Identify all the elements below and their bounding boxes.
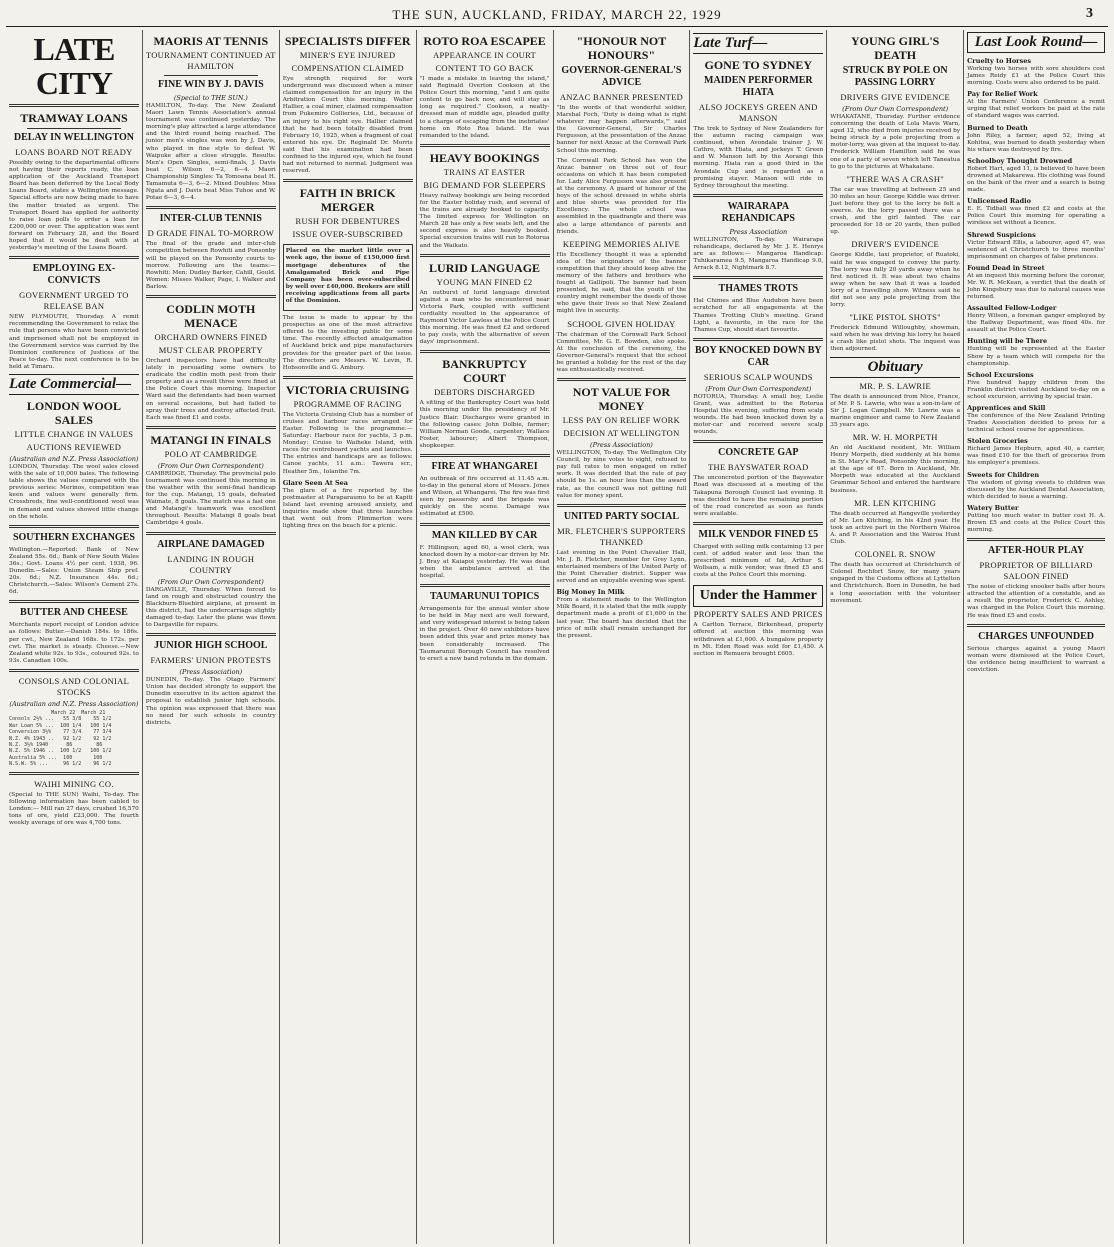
- list-item-heading: Pay for Relief Work: [967, 90, 1038, 99]
- headline: CODLIN MOTH MENACE: [166, 301, 256, 330]
- article-body: Orchard inspectors have had difficulty lately in persuading some owners to eradicate the codlin moth pest from their property and as a result three were fined at the Police Court this morning. Inspector Ward said the defendants had been warned on several occasions, but had failed to spray their trees and destroy affected fruit. Each was fined £1 and costs.: [145, 357, 276, 421]
- subheadline: DRIVERS GIVE EVIDENCE: [840, 92, 951, 102]
- headline: CONCRETE GAP: [718, 447, 799, 459]
- article-body: The issue is made to appear by the prospectus as one of the most attractive offered to the investing public for some time. The recently effected amalgamation of Auckland brick and pipe manufacturers provides for the greater part of the issue. The directors are Messrs. W. Levin, R. Hobsonville and G. Ambury.: [282, 315, 413, 371]
- article-body: From a statement made to the Wellington Milk Board, it is stated that the milk supply department made a profit of £1,600 in the last year. The board has decided that the price of milk shall remain unchanged for the present.: [556, 597, 687, 639]
- subheadline: TRAINS AT EASTER: [443, 166, 526, 177]
- article-body: Last evening in the Point Chevalier Hall, Mr. J. B. Fletcher, member for Grey Lynn, entertained members of the United Party of the Point Chevalier district. Supper was served and an enjoyable evening was spent.: [556, 549, 687, 585]
- headline: CONSOLS AND COLONIAL STOCKS: [18, 675, 130, 697]
- subheadline: SERIOUS SCALP WOUNDS: [703, 371, 813, 382]
- column-4: [417, 30, 554, 1244]
- subheadline: DRIVER'S EVIDENCE: [851, 239, 939, 250]
- column-3: [280, 30, 417, 1244]
- article-body: Wellington.—Reported: Bank of New Zealand 55s. 6d.; Bank of New South Wales 36s.; Govt. Loans 4½ per cent. 1938, 96. Dunedin.—Sales: Union Steam Ship pref. 20s. 6d.; N.Z. Insurance 44s. 6d.; Christchurch.—Sales: Wilson's Cement 27s. 6d.: [9, 546, 139, 596]
- headline: JUNIOR HIGH SCHOOL: [154, 640, 268, 652]
- subheadline: MUST CLEAR PROPERTY: [158, 344, 263, 355]
- headline: HEAVY BOOKINGS: [429, 150, 540, 165]
- article-body: ROTORUA, Thursday. A small boy, Leslie Grant, was admitted to the Rotorua Hospital this evening, suffering from scalp wounds. He had been knocked down by a motor-car and received severe scalp wounds.: [693, 393, 824, 436]
- subheadline: LOANS BOARD NOT READY: [15, 147, 133, 157]
- subheadline: ANZAC BANNER PRESENTED: [559, 92, 684, 102]
- article-box: Placed on the market little over a week ago, the issue of £150,000 first mortgage debentures of the Amalgamated Brick and Pipe Company has been over-subscribed by well over £40,000. Brokers are still receiving applications from all parts of the Dominion.: [285, 248, 410, 304]
- obituary-name: MR. W. H. MORPETH: [852, 432, 938, 442]
- subheadline: ALSO JOCKEYS GREEN AND MANSON: [698, 102, 818, 123]
- list-item-heading: Apprentices and Skill: [967, 404, 1046, 412]
- headline: LONDON WOOL SALES: [26, 398, 121, 427]
- article-body: The car was travelling at between 25 and 30 miles an hour. George Kiddle was driver. Just before they got to the lorry he felt a swerve. As the lorry passed there was a crash, and the girl fainted. The car proceeded for 18 or 20 yards, then pulled up.: [830, 186, 961, 236]
- list-item-heading: Assaulted Fellow-Lodger: [967, 304, 1057, 313]
- subheadline: THE BAYSWATER ROAD: [708, 462, 809, 473]
- article-body: NEW PLYMOUTH, Thursday. A remit recommending the Government to relax the rule that persons who have been convicted and imprisoned shall not be employed in the Government service was carried by the Dominion conference of Justices of the Peace to-day. The next conference is to be held at Timaru.: [9, 314, 139, 370]
- subheadline: D GRADE FINAL TO-MORROW: [147, 228, 275, 239]
- subheadline: PROPERTY SALES AND PRICES: [693, 609, 823, 620]
- headline: GONE TO SYDNEY: [704, 58, 813, 72]
- article-body: Arrangements for the annual winter show to be held in May next are well forward, and very widespread interest is being taken in the project. Over 40 new exhibitors have been added this year and prize money has been considerably increased. The Taumarunui Borough Council has resolved to erect a new band rotunda in the domain.: [419, 606, 550, 662]
- article-body: A Carlton Terrace, Birkenhead, property offered at auction this morning was withdrawn at £1,600. A bungalow property in Mt. Eden Road was sold for £1,450. A section in Remuera brought £605.: [693, 622, 824, 657]
- list-item-body: Robert Hart, aged 11, is believed to have been drowned at Makarewa. His clothing was found on the bank of the river and a search is being made.: [967, 165, 1105, 194]
- subheadline: POLO AT CAMBRIDGE: [164, 448, 257, 459]
- headline: NOT VALUE FOR MONEY: [572, 385, 671, 414]
- list-item-body: Hunting will be represented at the Easter Show by a team which will compete for the championship.: [967, 346, 1105, 367]
- headline: MILK VENDOR FINED £5: [698, 528, 819, 540]
- article-body: The noise of clicking snooker balls after hours attracted the attention of a constable, and as a result the proprietor, Frederick C. Ashley, was charged in the Police Court this morning. He was fined £5 and costs.: [967, 584, 1105, 619]
- byline: (Australian and N.Z. Press Association): [9, 699, 139, 708]
- list-item-body: Putting too much water in butter cost H. A. Brown £5 and costs at the Police Court this morning.: [967, 512, 1105, 534]
- list-item-body: The wisdom of giving sweets to children was discussed by the Auckland Dental Association, which decided to issue a warning.: [967, 479, 1105, 500]
- article-body: (Special to THE SUN) Waihi, To-day. The following information has been cabled to London:— Mill ran 27 days, crushed 16,570 tons of ore, yield £23,000. The fourth weekly average of ore was 4,700 tons.: [9, 791, 139, 826]
- headline: EMPLOYING EX-CONVICTS: [32, 263, 116, 287]
- subheadline: APPEARANCE IN COURT: [433, 50, 537, 60]
- headline: THAMES TROTS: [718, 283, 799, 295]
- subheadline: AUCTIONS REVIEWED: [26, 441, 122, 452]
- article-body: The death occurred at Rangeville yesterday of Mr. Len Kitching, in his 42nd year. He took an active part in the Northern Wairoa A. and P. Association and the Wairoa Hunt Club.: [830, 510, 961, 546]
- list-item-body: E. E. Tidball was fined £2 and costs at the Police Court this morning for operating a wireless set without a licence.: [967, 206, 1105, 227]
- headline: UNITED PARTY SOCIAL: [563, 510, 680, 522]
- headline: MATANGI IN FINALS: [150, 432, 272, 447]
- list-item-body: Five hundred happy children from the Franklin district visited Auckland to-day on a school excursion, arriving by special train.: [967, 379, 1105, 400]
- article-body: The death has occurred at Christchurch of Colonel Rochfort Snow, for many years engaged in the Customs offices at Lyttelton and Christchurch. Born in Dunedin, he had a long association with the volunteer movement.: [830, 562, 961, 604]
- column-5: [554, 30, 691, 1244]
- article-body: George Kiddle, taxi proprietor, of Ruatoki, said he was engaged to convey the party. The lorry was fully 20 yards away when he first noticed it. It was about two chains away when he saw that it was a loaded lorry of a travelling show. Witness said he did not see any pole projecting from the lorry.: [830, 252, 961, 309]
- subheadline: FINE WIN BY J. DAVIS: [157, 79, 264, 90]
- list-item-body: John Riley, a farmer, aged 52, living at Kohitea, was burned to death yesterday when his whare was destroyed by fire.: [967, 132, 1105, 153]
- subheadline: DECISION AT WELLINGTON: [563, 428, 680, 439]
- list-item-heading: Stolen Groceries: [967, 437, 1028, 446]
- section-header: Obituary: [830, 357, 960, 378]
- headline: TRAMWAY LOANS: [20, 111, 128, 125]
- page-number: 3: [1086, 6, 1094, 21]
- subheadline: YOUNG MAN FINED £2: [436, 276, 533, 287]
- article-body: An old Auckland resident, Mr. William Henry Morpeth, died suddenly at his home in St. Mary's Road, Ponsonby this morning, at the age of 67. Born in Auckland, Mr. Morpeth was educated at the Auckland Grammar School and entered the hardware business.: [830, 445, 961, 494]
- column-2: [143, 30, 280, 1244]
- headline: AFTER-HOUR PLAY: [988, 545, 1085, 557]
- article-body: The chairman of the Cornwall Park School Committee, Mr. G. E. Bowden, also spoke. At the conclusion of the ceremony, the Governor-General's request that the school be granted a holiday for the rest of the day was enthusiastically received.: [556, 331, 687, 373]
- subheadline: GOVERNOR-GENERAL'S ADVICE: [561, 65, 682, 88]
- subheadline: PROPRIETOR OF BILLIARD SALOON FINED: [979, 560, 1093, 582]
- headline: SOUTHERN EXCHANGES: [12, 531, 135, 543]
- headline: BOY KNOCKED DOWN BY CAR: [695, 344, 822, 368]
- article-body: CAMBRIDGE, Thursday. The provincial polo tournament was continued this morning in the weather with the semi-final handicap for the cup. Matangi, 15 goals, defeated Waimate, 8 goals. The match was a fast one and Matangi's teamwork was excellent throughout. Results: Matangi 8 goals beat Cambridge 4 goals.: [145, 470, 276, 527]
- subheadline: LESS PAY ON RELIEF WORK: [562, 415, 681, 426]
- column-1: [6, 30, 143, 1244]
- subheadline: MR. FLETCHER'S SUPPORTERS THANKED: [557, 525, 686, 547]
- article-body: Charged with selling milk containing 13 per cent. of added water and less than the prescribed minimum of fat, Arthur S. Wollsam, a milk vendor, was fined £5 and costs at the Police Court this morning.: [693, 543, 824, 579]
- article-body: F. Hillingson, aged 60, a wool clerk, was knocked down by a motor-car driven by Mr. J. Bray at Kaiapoi yesterday. He was dead when the ambulance arrived at the hospital.: [419, 544, 550, 579]
- column-6: [690, 30, 827, 1244]
- subheadline: ORCHARD OWNERS FINED: [154, 331, 268, 342]
- headline: "HONOUR NOT HONOURS": [576, 34, 667, 62]
- headline: MAN KILLED BY CAR: [431, 529, 538, 541]
- byline: (From Our Own Correspondent): [842, 105, 949, 113]
- headline: BUTTER AND CHEESE: [20, 607, 128, 619]
- article-body: The glare of a fire reported by the postmaster at Paraparaumu to be at Kapiti Island last evening aroused anxiety, and inquiries made show that three launches that went out from Plimmerton were lighting fires on the beach for a picnic.: [282, 487, 413, 530]
- article-body: Merchants report receipt of London advice as follows: Butter.—Danish 184s. to 186s. per cwt., New Zealand 168s. to 172s. per cwt. The market is steady. Cheese.—New Zealand white 92s. to 93s., coloured 92s. to 93s. Canadian 100s.: [9, 622, 139, 664]
- byline: Press Association: [729, 227, 788, 236]
- list-item-body: Working two horses with sore shoulders cost James Reidy £1 at the Police Court this morning. Costs were also ordered to be paid.: [967, 66, 1105, 87]
- headline: CHARGES UNFOUNDED: [978, 630, 1094, 642]
- subheadline: LITTLE CHANGE IN VALUES: [14, 428, 134, 439]
- list-item-body: Henry Wilson, a foreman ganger employed by the Railway Department, was fined 40s. for assault at the Police Court.: [967, 313, 1105, 334]
- late-city-title: LATE CITY: [33, 31, 115, 101]
- subheadline: DEBTORS DISCHARGED: [434, 387, 535, 398]
- subheadline: SCHOOL GIVEN HOLIDAY: [567, 318, 676, 329]
- headline: WAIRARAPA REHANDICAPS: [721, 200, 795, 224]
- headline: WAIHI MINING CO.: [34, 778, 114, 789]
- article-body: LONDON, Thursday. The wool sales closed with the sale of 10,000 bales. The following table shows the values compared with the previous series: Merinos, competition was keen and values were generally firm. Crossbreds, fine well-conditioned wool was in demand and values showed little change on the whole.: [9, 463, 139, 520]
- last-look-list: [967, 57, 1105, 534]
- obituary-name: COLONEL R. SNOW: [854, 549, 936, 560]
- subheadline: MAIDEN PERFORMER HIATA: [704, 75, 813, 98]
- article-body: DARGAVILLE, Thursday. When forced to land on rough and obstructed country the Blackburn-Bluebird airplane, at present in this district, had the undercarriage slightly damaged to-day. Later the plane was flown to Dargaville for repairs.: [145, 586, 276, 629]
- article-body: The death is announced from Nice, France, of Mr. P. S. Lawrie, who was a son-in-law of Sir J. Logan Campbell. Mr. Lawrie was a marine engineer and came to New Zealand 35 years ago.: [830, 393, 961, 428]
- article-body: Frederick Edmund Willoughby, showman, said when he was driving his lorry he heard a crash like pistol shots. The inquest was then adjourned.: [830, 325, 961, 353]
- list-item-body: At an inquest this morning before the coroner, Mr. W. R. McKean, a verdict that the death of John Kingsbury was due to natural causes was returned.: [967, 272, 1105, 301]
- byline: (Press Association): [179, 668, 243, 677]
- article-body: WELLINGTON, To-day. The Wellington City Council, by nine votes to eight, refused to pay full rates to men engaged on relief work. It was decided that the rate of pay should be 1s. an hour less than the award rate, as the council was not getting full value for money spent.: [556, 450, 687, 499]
- article-body: An outburst of lurid language directed against a man who he encountered near Victoria Park, coupled with sufficient cordiality resulted in the appearance of Raymond Victor Lawless at the Police Court this morning. He was fined £2 and ordered to pay costs, with the alternative of seven days' imprisonment.: [419, 289, 550, 346]
- article-body: Serious charges against a young Maori woman were dismissed at the Police Court, the evidence being insufficient to warrant a conviction.: [967, 645, 1105, 673]
- article-body: Hal Chimes and Blue Audubon have been scratched for all engagements at the Thames Trotting Club's meeting. Grand Light, a favourite, in the race for the Thames Cup, should start favourite.: [693, 298, 824, 333]
- subheadline: DELAY IN WELLINGTON: [13, 132, 134, 143]
- headline: MAORIS AT TENNIS: [153, 34, 269, 48]
- headline: ROTO ROA ESCAPEE: [423, 34, 546, 48]
- article-body: WHAKATANE, Thursday. Further evidence concerning the death of Lola Mavis Warn, aged 12, who died from injuries received by being struck by a pole projecting from a motor-lorry, was given at the inquest to-day. Frederick William Hamilton said he was one of a party of seven which left Taneatua to go to the pictures at Whakatane.: [830, 114, 961, 170]
- byline: (Special to THE SUN.): [173, 94, 248, 102]
- byline: (From Our Own Correspondent): [157, 577, 264, 586]
- article-body: Possibly owing to the departmental officers not having their reports ready, the loan application of the Auckland Transport Board has been deferred by the Local Body Loans Board, states a Wellington message. Special efforts are now being made to have the matter treated as urgent. The Transport Board has applied for authority to raise loan polls to order a loan for £200,000 or over. The application was sent forward on February 28, and the Board hoped that it would be dealt with at yesterday's meeting of the Loans Board.: [9, 160, 139, 252]
- list-item-body: Victor Edward Ellis, a labourer, aged 47, was sentenced at Christchurch to three months' imprisonment on charges of false pretences.: [967, 239, 1105, 260]
- list-item-heading: Hunting will be There: [967, 337, 1048, 346]
- obituary-name: MR. LEN KITCHING: [854, 497, 937, 508]
- article-body: "In the words of that wonderful soldier, Marshal Foch, 'Duty is doing what is right whatever may happen afterwards,'" said the Governor-General, Sir Charles Fergusson, at the presentation of the Anzac banner for next Anzac at the Cornwall Park School this morning.: [556, 105, 687, 154]
- article-body: A sitting of the Bankruptcy Court was held this morning under the presidency of Mr. Justice Blair. Discharges were granted in the following cases: John Dolbie, farmer; William Norman Goode, carpenter; Wallace Foster, labourer; Albert Thompson, shopkeeper.: [419, 400, 550, 449]
- obituary-name: MR. P. S. LAWRIE: [859, 380, 932, 391]
- article-body: His Excellency thought it was a splendid idea of the originators of the banner competition that they should keep alive the memory of the fathers and brothers who fought at Gallipoli. The banner had been presented, he said, that the youth of the country might remember the deeds of those who gave their lives so that New Zealand might live in security.: [556, 251, 687, 315]
- article-body: The trek to Sydney of New Zealanders for the autumn racing campaign was continued, when Avondale trainer J. W. Cathro, with Hiata, and jockeys T. Green and W. Manson left by the Aorangi this morning. Hiata ran a good third in the Avondale Cup and is regarded as a promising stayer. Manson will ride in Sydney throughout the meeting.: [693, 126, 824, 189]
- byline: (Australian and N.Z. Press Association): [9, 454, 139, 463]
- list-item-body: The conference of the New Zealand Printing Trades Association decided to press for a technical school course for apprentices.: [967, 413, 1105, 434]
- article-body: The final of the grade and inter-club competition between Rowhiti and Ponsonby will be played on the Ponsonby courts to-morrow. Following are the teams:— Rowhiti: Men: Dudley Barker, Cahill, Gould. Women: Misses Walker, Page, I. Walker and Barlow.: [145, 241, 276, 290]
- masthead-text: THE SUN, AUCKLAND, FRIDAY, MARCH 22, 1929: [392, 7, 722, 22]
- subheadline: "LIKE PISTOL SHOTS": [849, 312, 941, 323]
- last-look-title: Last Look Round—: [967, 32, 1105, 53]
- masthead: [6, 4, 1108, 27]
- headline: VICTORIA CRUISING: [285, 382, 410, 397]
- article-body: Eye strength required for work underground was discussed when a miner claimed compensation for an injury in the Arbitration Court this morning. Walter Hallier, a coal miner, claimed compensation from Pukemiro Collieries, Ltd., because of an injury to his right eye. Hallier claimed that he had been totally disabled from February 10, 1925, when a fragment of coal entered his eye. Dr. Reginald Dr. Morris said that his examination had been confined to the injured eye, which he found had not returned to normal. Judgment was reserved.: [282, 76, 413, 175]
- columns: [6, 30, 1108, 1244]
- article-body: The Cornwall Park School has won the Anzac banner on three out of four occasions on which it has been competed for. Lady Alice Fergusson was also present at the ceremony. A guard of honour of the boys of the school dressed in white shirts and blue shorts was provided for His Excellency. The whole school was assembled in the quadrangle and there was also a large attendance of parents and friends.: [556, 157, 687, 235]
- byline: (From Our Own Correspondent): [157, 461, 264, 470]
- article-body: "I made a mistake in leaving the island," said Reginald Overton Cookson at the Police Court this morning, "and I am quite content to go back now, and will stay as long as required." Cookson, a neatly-dressed man of middle age, pleaded guilty to a charge of escaping from the inebriates' home on Roto Roa Island. He was remanded to the island.: [419, 76, 550, 139]
- list-item-heading: School Excursions: [967, 370, 1034, 379]
- article-body: The unconcreted portion of the Bayswater Road was discussed at a meeting of the Takapuna Borough Council last evening. It was decided to have the remaining portion of the road concreted as soon as funds were available.: [693, 475, 824, 517]
- article-body: The Victoria Cruising Club has a number of cruises and harbour races arranged for Easter. Following is the programme:— Saturday: Harbour race for yachts, 3 p.m. Monday: Cruise to Waiheke Island, with races for centreboard yachts and launches. The entries and handicaps are as follows: Canoe yachts, 11 a.m.: Tawera scr., Heather 5m., Iolanthe 7m.: [282, 411, 413, 475]
- subheadline: STRUCK BY POLE ON PASSING LORRY: [842, 65, 948, 88]
- subheadline: RUSH FOR DEBENTURES: [295, 216, 400, 227]
- headline: Big Money In Milk: [556, 588, 625, 597]
- byline: (Press Association): [590, 441, 653, 450]
- subheadline: "THERE WAS A CRASH": [846, 173, 945, 184]
- headline: LURID LANGUAGE: [429, 260, 541, 275]
- subheadline: PROGRAMME OF RACING: [293, 398, 402, 409]
- list-item-heading: Unlicensed Radio: [967, 197, 1031, 206]
- list-item-heading: Sweets for Children: [967, 470, 1040, 479]
- column-8: [964, 30, 1108, 1244]
- stock-table: March 22 March 21 Consols 2½% ... 55 3/8 55 1/2 War Loan 5% ... 100 1/4 100 1/4 Conversion 3½% 77 3/4 77 3/4 N.Z. 4% 1943 .. 92 1/2 92 1/2 N.Z. 3½% 1940 86 86 N.Z. 5% 1946 .. 100 1/2 100 1/2 Australia 5% ... 100 100 N.S.W. 5% ... 96 1/2 96 1/2: [9, 709, 112, 768]
- list-item-body: Richard James Hepburn, aged 40, a carrier, was fined £10 for the theft of groceries from his employer's premises.: [967, 446, 1105, 467]
- headline: FAITH IN BRICK MERGER: [299, 186, 396, 215]
- section-header: Under the Hammer: [693, 585, 823, 607]
- list-item-heading: Burned to Death: [967, 123, 1028, 132]
- section-header: Late Commercial—: [9, 374, 139, 395]
- headline: AIRPLANE DAMAGED: [157, 538, 265, 550]
- subheadline: CONTENT TO GO BACK: [435, 63, 534, 73]
- article-body: DUNEDIN, To-day. The Otago Farmers' Union has decided strongly to support the Dunedin executive in its action against the proposal to establish junior high schools. The opinion was expressed that there was no need for such schools in country districts.: [145, 677, 276, 726]
- article-body: Heavy railway bookings are being recorded for the Easter holiday rush, and several of the trains are already booked to capacity. The limited express for Wellington on March 28 has only a few seats left, and the second express is also heavily booked. Special excursion trains will run to Rotorua and the Waikato.: [419, 192, 550, 249]
- subheadline: KEEPING MEMORIES ALIVE: [562, 238, 680, 249]
- subheadline: MINER'S EYE INJURED: [299, 50, 396, 60]
- list-item-heading: Cruelty to Horses: [967, 57, 1032, 65]
- headline: YOUNG GIRL'S DEATH: [851, 34, 940, 62]
- article-body: HAMILTON, To-day. The New Zealand Maori Lawn Tennis Association's annual tournament was continued yesterday. The morning's play attracted a large attendance and the third round being reached. The junior men's singles was won by J. Davis, who played in fine style to defeat W. Waipuke after a close struggle. Results: Men's Open Singles, semi-finals, J. Davis beat C. Wilson 6—2, 6—4. Maori Championship Singles: Ta Tomoana beat H. Tamamuta 6—3, 6—2. Mixed Doubles: Miss Ngata and J. Davis beat Miss Tuhoe and W. Potae 6—3, 6—4.: [145, 103, 276, 202]
- headline: FIRE AT WHANGAREI: [431, 461, 538, 472]
- subheadline: COMPENSATION CLAIMED: [291, 63, 404, 73]
- list-item-heading: Found Dead in Street: [967, 263, 1045, 272]
- subheadline: ISSUE OVER-SUBSCRIBED: [292, 229, 403, 240]
- byline: (From Our Own Correspondent): [705, 384, 812, 393]
- subheadline: FARMERS' UNION PROTESTS: [150, 655, 272, 666]
- headline: TAUMARUNUI TOPICS: [429, 591, 540, 603]
- article-body: WELLINGTON, To-day. Wairarapa rehandicaps, declared by Mr. J. E. Henrys are as follows:— Mangaroa Handicap: Tuhikaramea 9.5, Mangaroa Handicap 9.0, Arrack 8.12, Nightmark 8.7.: [693, 236, 824, 272]
- headline: INTER-CLUB TENNIS: [159, 213, 262, 225]
- article-body: An outbreak of fire occurred at 11.45 a.m. to-day in the general store of Messrs. Jones and Wilson, at Whangarei. The fire was first seen by passersby and the brigade was quickly on the scene. Damage was estimated at £500.: [419, 476, 550, 518]
- list-item-heading: Watery Butter: [967, 503, 1019, 512]
- section-header: Late Turf—: [693, 33, 823, 54]
- column-7: [827, 30, 964, 1244]
- list-item-heading: Schoolboy Thought Drowned: [967, 156, 1073, 165]
- headline: Glare Seen At Sea: [282, 478, 348, 487]
- list-item-body: At the Farmers' Union Conference a remit urging that relief workers be paid at the rate of standard wages was carried.: [967, 99, 1105, 120]
- list-item-heading: Shrewd Suspicions: [967, 230, 1036, 239]
- subheadline: LANDING IN ROUGH COUNTRY: [167, 553, 255, 575]
- subheadline: GOVERNMENT URGED TO RELEASE BAN: [19, 290, 129, 312]
- subheadline: TOURNAMENT CONTINUED AT HAMILTON: [145, 50, 276, 71]
- headline: BANKRUPTCY COURT: [442, 357, 527, 386]
- headline: SPECIALISTS DIFFER: [284, 34, 411, 48]
- subheadline: BIG DEMAND FOR SLEEPERS: [423, 179, 546, 190]
